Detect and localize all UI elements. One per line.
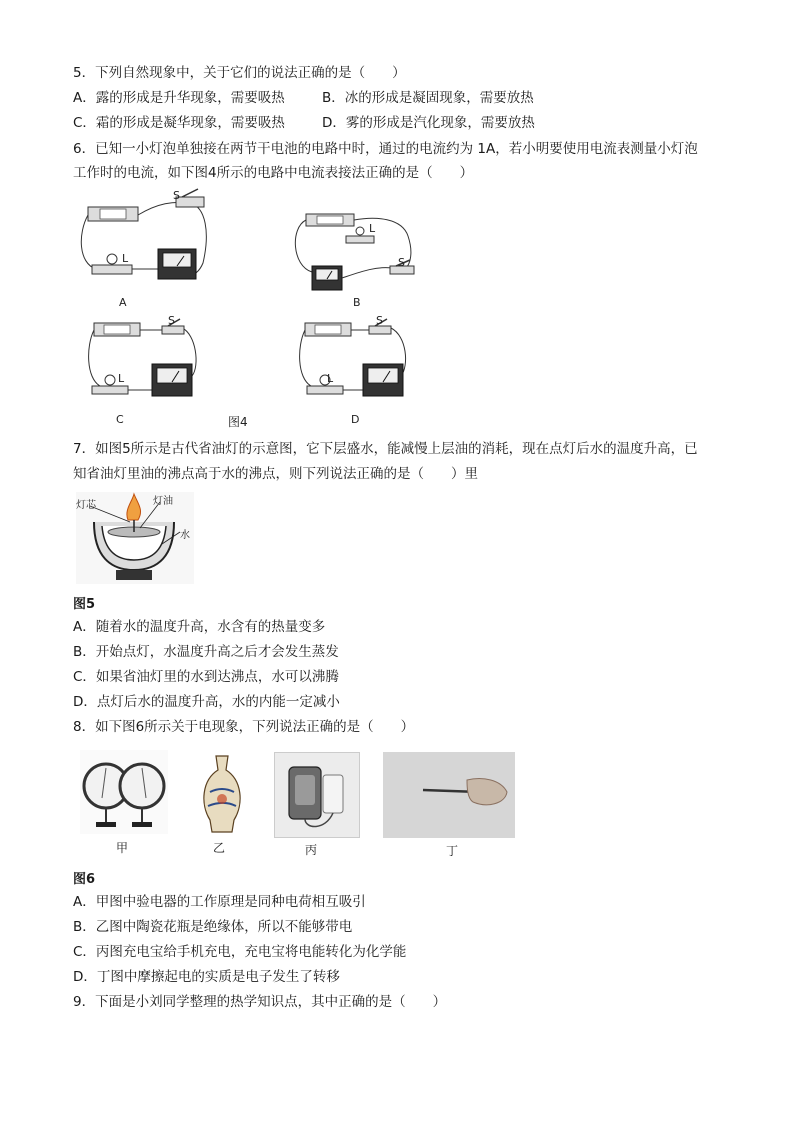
figure4-caption: 图4 xyxy=(228,415,248,429)
q7-option-c: C．如果省油灯里的水到达沸点，水可以沸腾 xyxy=(73,669,339,685)
circuit-c-caption: C xyxy=(116,413,124,426)
circuit-diagram-b xyxy=(290,208,420,298)
lamp-wick-label: 灯芯 xyxy=(76,500,96,511)
lamp-water-label: 水 xyxy=(180,530,190,541)
q5-option-d: D．雾的形成是汽化现象，需要放热 xyxy=(322,115,535,131)
q8-option-b: B．乙图中陶瓷花瓶是绝缘体，所以不能够带电 xyxy=(73,919,353,935)
q8-option-c: C．丙图充电宝给手机充电，充电宝将电能转化为化学能 xyxy=(73,944,407,960)
q6-stem-line1: 6．已知一小灯泡单独接在两节干电池的电路中时，通过的电流约为 1A，若小明要使用电流表测量小灯泡 xyxy=(73,141,698,157)
ceramic-vase-photo xyxy=(198,752,246,836)
q9-stem: 9．下面是小刘同学整理的热学知识点，其中正确的是（ ） xyxy=(73,994,447,1010)
q7-stem-line2: 知省油灯里油的沸点高于水的沸点，则下列说法正确的是（ ）里 xyxy=(73,466,478,482)
q6-stem-line2: 工作时的电流，如下图4所示的电路中电流表接法正确的是（ ） xyxy=(73,165,474,181)
photo-yi-caption: 乙 xyxy=(213,841,226,855)
circuit-diagram-d xyxy=(297,316,417,400)
q8-option-d: D．丁图中摩擦起电的实质是电子发生了转移 xyxy=(73,969,340,985)
q7-option-d: D．点灯后水的温度升高，水的内能一定减小 xyxy=(73,694,340,710)
circuit-d-lamp-label: L xyxy=(327,372,334,385)
q5-option-a: A．露的形成是升华现象，需要吸热 xyxy=(73,90,285,106)
photo-ding-caption: 丁 xyxy=(446,844,459,858)
circuit-c-switch-label: S xyxy=(168,314,175,327)
q7-option-a: A．随着水的温度升高，水含有的热量变多 xyxy=(73,619,326,635)
photo-jia-caption: 甲 xyxy=(116,841,129,855)
circuit-b-switch-label: S xyxy=(398,256,405,269)
circuit-a-switch-label: S xyxy=(173,189,180,202)
friction-rod-photo xyxy=(383,752,515,838)
circuit-c-lamp-label: L xyxy=(118,372,125,385)
lamp-oil-label: 灯油 xyxy=(153,496,173,507)
q8-option-a: A．甲图中验电器的工作原理是同种电荷相互吸引 xyxy=(73,894,366,910)
electroscope-photo xyxy=(80,750,168,834)
power-bank-photo xyxy=(274,752,360,838)
circuit-diagram-c xyxy=(86,316,206,400)
circuit-b-lamp-label: L xyxy=(369,222,376,235)
circuit-b-caption: B xyxy=(353,296,361,309)
q5-stem: 5．下列自然现象中，关于它们的说法正确的是（ ） xyxy=(73,65,406,81)
circuit-a-caption: A xyxy=(119,296,127,309)
circuit-diagram-a xyxy=(78,193,208,293)
q7-stem-line1: 7．如图5所示是古代省油灯的示意图，它下层盛水，能减慢上层油的消耗，现在点灯后水的温度升高，已 xyxy=(73,441,698,457)
figure6-caption: 图6 xyxy=(73,872,96,887)
circuit-a-lamp-label: L xyxy=(122,252,129,265)
circuit-d-caption: D xyxy=(351,413,360,426)
circuit-d-switch-label: S xyxy=(376,314,383,327)
q8-stem: 8．如下图6所示关于电现象，下列说法正确的是（ ） xyxy=(73,719,415,735)
q5-option-c: C．霜的形成是凝华现象，需要吸热 xyxy=(73,115,285,131)
figure5-caption: 图5 xyxy=(73,597,96,612)
q5-option-b: B．冰的形成是凝固现象，需要放热 xyxy=(322,90,534,106)
photo-bing-caption: 丙 xyxy=(305,843,318,857)
q7-option-b: B．开始点灯，水温度升高之后才会发生蒸发 xyxy=(73,644,339,660)
